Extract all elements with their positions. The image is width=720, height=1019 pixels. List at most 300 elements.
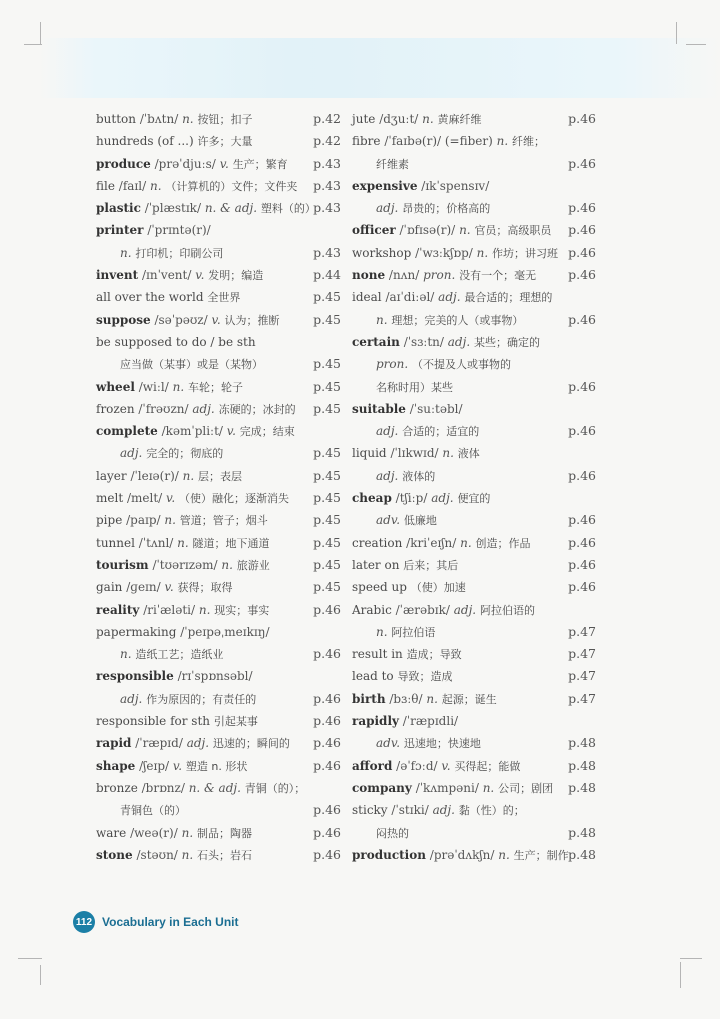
vocab-pos: n. bbox=[496, 134, 509, 149]
vocab-pos: adj. bbox=[447, 334, 471, 349]
vocab-entry-text bbox=[96, 309, 280, 332]
vocab-entry-text bbox=[96, 219, 211, 241]
vocab-entry bbox=[352, 219, 596, 241]
vocab-entry bbox=[96, 777, 341, 799]
vocab-hw: rapid bbox=[96, 736, 132, 751]
vocab-entry-text bbox=[352, 599, 535, 622]
vocab-def: 完全的；彻底的 bbox=[146, 447, 224, 461]
vocab-def: 黄麻纤维 bbox=[437, 113, 482, 126]
vocab-pos: n. bbox=[177, 535, 189, 550]
vocab-entry-text bbox=[352, 710, 458, 732]
vocab-entry-text bbox=[96, 465, 242, 488]
vocab-page-ref: p.48 bbox=[568, 846, 596, 862]
vocab-entry-text bbox=[96, 197, 316, 220]
vocab-ph: /ɪnˈvent/ bbox=[142, 268, 192, 283]
vocab-ph: /ˈsuːtəbl/ bbox=[409, 401, 463, 416]
vocab-entry bbox=[96, 242, 341, 264]
vocab-entry bbox=[352, 576, 596, 598]
vocab-def: 昂贵的；价格高的 bbox=[402, 202, 491, 216]
vocab-entry bbox=[352, 532, 596, 554]
vocab-hw: plastic bbox=[96, 201, 141, 216]
vocab-ph: /riˈæləti/ bbox=[143, 602, 196, 617]
vocab-hw: complete bbox=[96, 424, 158, 439]
vocab-def: 旅游业 bbox=[236, 558, 270, 572]
vocab-ph: /ˈtʌnl/ bbox=[138, 535, 174, 550]
crop-mark bbox=[676, 22, 677, 44]
vocab-def: 闷热的 bbox=[376, 826, 409, 840]
vocab-entry bbox=[96, 153, 341, 175]
vocab-hw: Arabic bbox=[352, 602, 392, 617]
vocab-def: 理想；完美的人（或事物） bbox=[391, 313, 524, 327]
vocab-entry bbox=[96, 554, 341, 576]
vocab-page-ref: p.46 bbox=[313, 601, 341, 617]
vocab-pos: adj. bbox=[376, 424, 399, 439]
vocab-entry-text bbox=[96, 755, 247, 778]
vocab-pos: n. bbox=[221, 557, 233, 572]
vocab-page-ref: p.46 bbox=[568, 311, 596, 327]
vocab-entry bbox=[96, 755, 341, 777]
vocab-page-ref: p.46 bbox=[568, 155, 596, 171]
vocab-def: 完成；结束 bbox=[239, 425, 295, 439]
vocab-hw: speed up bbox=[352, 580, 407, 595]
vocab-entry-text bbox=[96, 108, 252, 131]
vocab-entry bbox=[96, 532, 341, 554]
vocab-entry bbox=[96, 197, 341, 219]
vocab-def: 便宜的 bbox=[457, 492, 491, 506]
vocab-page-ref: p.45 bbox=[313, 289, 341, 305]
vocab-entry bbox=[352, 108, 596, 130]
vocab-entry-text bbox=[96, 398, 296, 421]
vocab-ph: /prəˈdjuːs/ bbox=[154, 156, 216, 171]
vocab-hw: creation bbox=[352, 535, 403, 550]
crop-mark bbox=[24, 44, 42, 45]
vocab-entry bbox=[352, 197, 596, 219]
vocab-entry-text bbox=[352, 844, 569, 867]
vocab-pos: adj. bbox=[192, 401, 215, 416]
vocab-ph: /stəʊn/ bbox=[136, 847, 178, 862]
vocab-entry bbox=[352, 844, 596, 866]
vocab-entry bbox=[96, 643, 341, 665]
vocab-def: 石头；岩石 bbox=[197, 848, 253, 862]
vocab-page-ref: p.43 bbox=[313, 200, 341, 216]
vocab-page-ref: p.45 bbox=[313, 356, 341, 372]
vocab-pos: n. bbox=[460, 535, 472, 550]
vocab-pos: n. bbox=[442, 446, 454, 461]
vocab-hw: melt bbox=[96, 491, 124, 506]
vocab-entry bbox=[352, 242, 596, 264]
vocab-entry bbox=[96, 309, 341, 331]
vocab-ph: /ˈpeɪpəˌmeɪkɪŋ/ bbox=[180, 624, 270, 639]
vocab-hw: jute bbox=[352, 112, 376, 126]
vocab-page-ref: p.47 bbox=[568, 690, 596, 706]
vocab-hw: result in bbox=[352, 647, 403, 662]
vocab-entry bbox=[352, 398, 596, 420]
vocab-entry bbox=[352, 353, 596, 375]
vocab-page-ref: p.48 bbox=[568, 735, 596, 751]
vocab-entry-text bbox=[376, 621, 435, 644]
vocab-pos: v. bbox=[172, 758, 183, 773]
vocab-entry-text bbox=[120, 799, 186, 822]
vocab-def: 公司；剧团 bbox=[498, 781, 554, 795]
vocab-def: 液体 bbox=[457, 447, 480, 461]
vocab-pos: n. bbox=[149, 178, 162, 193]
vocab-page-ref: p.43 bbox=[313, 155, 341, 171]
vocab-page-ref: p.42 bbox=[313, 111, 341, 126]
vocab-hw: stone bbox=[96, 847, 133, 862]
vocab-page-ref: p.45 bbox=[313, 579, 341, 595]
vocab-entry bbox=[352, 309, 596, 331]
vocab-entry bbox=[96, 710, 341, 732]
vocab-ph: /ˈlɪkwɪd/ bbox=[390, 446, 439, 461]
vocab-ph: /paɪp/ bbox=[126, 513, 161, 528]
vocab-entry-text bbox=[352, 799, 525, 822]
vocab-def: 作为原因的；有责任的 bbox=[146, 692, 257, 706]
vocab-def: 车轮；轮子 bbox=[188, 380, 243, 394]
vocab-entry bbox=[352, 777, 596, 799]
vocab-ph: /ʃeɪp/ bbox=[139, 758, 170, 773]
vocab-hw: responsible for sth bbox=[96, 714, 210, 729]
vocab-entry-text bbox=[96, 532, 270, 555]
vocab-pos: adj. bbox=[186, 736, 210, 751]
vocab-page-ref: p.46 bbox=[313, 846, 341, 862]
vocab-def: 创造；作品 bbox=[475, 536, 531, 550]
vocab-entry-text bbox=[96, 621, 270, 643]
vocab-def: 制品；陶器 bbox=[196, 826, 252, 840]
vocab-ph: /dʒuːt/ bbox=[379, 112, 419, 126]
vocab-entry bbox=[96, 487, 341, 509]
vocab-entry-text bbox=[352, 398, 463, 420]
vocab-def: 获得；取得 bbox=[177, 581, 233, 595]
vocab-def: 应当做（某事）或是（某物） bbox=[120, 358, 263, 372]
vocab-pos: n. bbox=[476, 245, 489, 260]
page-number-badge: 112 bbox=[73, 911, 95, 933]
vocab-entry bbox=[352, 599, 596, 621]
vocab-def: 青铜（的）； bbox=[244, 781, 306, 795]
vocab-ph: /bɜːθ/ bbox=[389, 691, 423, 706]
vocab-ph: /ˈleɪə(r)/ bbox=[130, 468, 179, 483]
vocab-entry-text bbox=[96, 264, 263, 287]
vocab-pos: pron. bbox=[423, 268, 456, 283]
vocab-entry-text bbox=[96, 331, 256, 353]
vocab-entry bbox=[352, 688, 596, 710]
vocab-hw: hundreds (of ...) bbox=[96, 134, 194, 149]
crop-mark bbox=[686, 44, 706, 45]
vocab-entry bbox=[352, 153, 596, 175]
vocab-pos: v. bbox=[441, 758, 451, 773]
vocab-hw: ware bbox=[96, 825, 127, 840]
vocab-entry bbox=[352, 732, 596, 754]
vocab-ph: /əˈfɔːd/ bbox=[396, 758, 438, 773]
vocab-page-ref: p.45 bbox=[313, 556, 341, 572]
vocab-entry-text bbox=[376, 197, 490, 220]
vocab-def: 买得起；能做 bbox=[454, 759, 521, 773]
vocab-entry-text bbox=[96, 732, 290, 755]
vocab-entry-text bbox=[352, 487, 490, 510]
vocab-entry-text bbox=[96, 576, 233, 599]
vocab-ph: /weə(r)/ bbox=[130, 825, 178, 840]
vocab-hw: suppose bbox=[96, 312, 151, 327]
vocab-page-ref: p.45 bbox=[313, 512, 341, 528]
vocab-def: 黏（性）的； bbox=[458, 804, 525, 818]
vocab-page-ref: p.46 bbox=[568, 579, 596, 595]
vocab-page-ref: p.46 bbox=[568, 512, 596, 528]
crop-mark bbox=[40, 22, 41, 44]
vocab-page-ref: p.46 bbox=[568, 244, 596, 260]
vocab-entry-text bbox=[120, 242, 223, 265]
vocab-page-ref: p.45 bbox=[313, 311, 341, 327]
vocab-entry-text bbox=[376, 376, 453, 399]
vocab-entry bbox=[96, 420, 341, 442]
vocab-ph: /nʌn/ bbox=[388, 268, 420, 283]
vocab-pos: v. bbox=[195, 268, 205, 283]
vocab-def: 没有一个；毫无 bbox=[459, 269, 537, 283]
vocab-pos: n. bbox=[164, 513, 176, 528]
vocab-entry bbox=[352, 442, 596, 464]
vocab-def: 冻硬的；冰封的 bbox=[218, 402, 296, 416]
vocab-ph: /brɒnz/ bbox=[141, 780, 185, 795]
vocab-entry-text bbox=[352, 130, 545, 153]
vocab-entry bbox=[352, 376, 596, 398]
vocab-def: 起源；诞生 bbox=[441, 692, 497, 706]
vocab-entry-text bbox=[96, 286, 240, 309]
vocab-page-ref: p.46 bbox=[568, 534, 596, 550]
vocab-ph: /ˈtʊərɪzəm/ bbox=[152, 557, 218, 572]
vocab-entry-text bbox=[96, 175, 297, 198]
vocab-entry-text bbox=[96, 710, 258, 733]
vocab-entry bbox=[96, 108, 341, 130]
vocab-entry bbox=[352, 264, 596, 286]
vocab-hw: all over the world bbox=[96, 290, 204, 305]
vocab-entry bbox=[96, 732, 341, 754]
vocab-page-ref: p.43 bbox=[313, 244, 341, 260]
vocab-entry bbox=[96, 665, 341, 687]
vocab-entry bbox=[352, 130, 596, 152]
vocab-entry bbox=[352, 799, 596, 821]
vocab-entry-text bbox=[96, 777, 305, 800]
vocab-page-ref: p.48 bbox=[568, 757, 596, 773]
vocab-pos: n. & adj. bbox=[188, 780, 241, 795]
crop-mark bbox=[680, 962, 681, 988]
vocab-entry bbox=[96, 331, 341, 353]
vocab-hw: tunnel bbox=[96, 535, 135, 550]
vocab-entry bbox=[96, 376, 341, 398]
vocab-def: 液体的 bbox=[402, 469, 436, 483]
vocab-hw: gain bbox=[96, 580, 123, 595]
vocab-pos: n. bbox=[120, 647, 132, 662]
vocab-hw: rapidly bbox=[352, 714, 399, 729]
vocab-hw: produce bbox=[96, 156, 151, 171]
vocab-entry-text bbox=[96, 844, 252, 867]
vocab-ph: /ˈstɪki/ bbox=[391, 803, 429, 818]
vocab-ph: /ˈbʌtn/ bbox=[139, 112, 179, 126]
crop-mark bbox=[18, 958, 42, 959]
vocab-pos: n. bbox=[120, 245, 132, 260]
vocab-def: 合适的；适宜的 bbox=[402, 425, 480, 439]
vocab-pos: v. bbox=[166, 491, 176, 506]
vocab-def: 塑料（的） bbox=[260, 202, 316, 216]
vocab-ph: /ˈræpɪdli/ bbox=[402, 714, 459, 729]
vocab-def: 打印机；印刷公司 bbox=[135, 246, 224, 260]
vocab-pos: adj. bbox=[438, 290, 461, 305]
vocab-def: 造纸工艺；造纸业 bbox=[135, 648, 224, 662]
vocab-entry-text bbox=[352, 643, 462, 666]
vocab-entry bbox=[352, 175, 596, 197]
vocab-pos: n. bbox=[376, 624, 388, 639]
vocab-entry-text bbox=[352, 532, 531, 555]
vocab-pos: v. bbox=[219, 156, 229, 171]
vocab-pos: adj. bbox=[120, 446, 143, 461]
vocab-page-ref: p.42 bbox=[313, 133, 341, 149]
vocab-entry bbox=[352, 286, 596, 308]
vocab-hw: reality bbox=[96, 602, 140, 617]
vocab-entry bbox=[96, 799, 341, 821]
vocab-entry-text bbox=[352, 219, 551, 242]
vocab-entry-text bbox=[376, 353, 511, 376]
vocab-entry-text bbox=[352, 777, 553, 800]
vocab-def: 现实；事实 bbox=[214, 603, 270, 617]
vocab-page-ref: p.46 bbox=[568, 111, 596, 126]
vocab-entry-text bbox=[96, 487, 289, 510]
vocab-def: 官员；高级职员 bbox=[474, 224, 552, 238]
vocab-entry-text bbox=[376, 153, 409, 176]
vocab-entry bbox=[352, 755, 596, 777]
vocab-pos: adj. bbox=[431, 491, 454, 506]
page-footer bbox=[73, 911, 238, 933]
vocab-pos: n. bbox=[376, 312, 388, 327]
vocab-pos: n. bbox=[182, 112, 194, 126]
vocab-entry bbox=[352, 331, 596, 353]
vocab-entry bbox=[96, 576, 341, 598]
vocab-pos: adj. bbox=[376, 201, 399, 216]
vocab-hw: button bbox=[96, 112, 137, 126]
vocab-page-ref: p.46 bbox=[313, 824, 341, 840]
vocab-hw: lead to bbox=[352, 669, 394, 684]
vocab-entry bbox=[96, 688, 341, 710]
vocab-hw: shape bbox=[96, 758, 136, 773]
vocab-hw: sticky bbox=[352, 803, 388, 818]
vocab-hw: birth bbox=[352, 691, 386, 706]
vocab-pos: n. bbox=[181, 847, 194, 862]
vocab-page-ref: p.46 bbox=[568, 423, 596, 439]
vocab-def: 认为；推断 bbox=[224, 313, 280, 327]
header-banner bbox=[40, 38, 720, 98]
vocab-entry-text bbox=[120, 442, 223, 465]
vocab-hw: liquid bbox=[352, 446, 387, 461]
vocab-entry bbox=[96, 219, 341, 241]
vocab-hw: tourism bbox=[96, 557, 149, 572]
vocab-def: 某些；确定的 bbox=[473, 335, 540, 349]
vocab-entry-text bbox=[376, 732, 481, 755]
vocab-entry bbox=[96, 599, 341, 621]
vocab-entry-text bbox=[352, 242, 558, 265]
vocab-def: 引起某事 bbox=[213, 715, 258, 729]
vocab-hw: officer bbox=[352, 223, 396, 238]
vocab-entry bbox=[96, 398, 341, 420]
vocab-def: 层；表层 bbox=[198, 469, 243, 483]
vocab-pos: n. bbox=[198, 602, 211, 617]
vocab-pos: adj. bbox=[432, 803, 455, 818]
footer-title: Vocabulary in Each Unit bbox=[102, 915, 239, 929]
vocab-entry bbox=[96, 465, 341, 487]
vocab-page-ref: p.47 bbox=[568, 668, 596, 684]
vocab-def: 阿拉伯语的 bbox=[479, 603, 535, 617]
vocab-def: 低廉地 bbox=[403, 514, 437, 528]
vocab-pos: n. bbox=[426, 691, 438, 706]
vocab-entry bbox=[96, 621, 341, 643]
vocab-page-ref: p.46 bbox=[313, 690, 341, 706]
vocab-hw: suitable bbox=[352, 401, 406, 416]
vocab-hw: printer bbox=[96, 223, 144, 238]
vocab-page-ref: p.46 bbox=[568, 467, 596, 483]
vocab-page-ref: p.48 bbox=[568, 779, 596, 795]
vocab-entry bbox=[96, 442, 341, 464]
vocab-page-ref: p.47 bbox=[568, 623, 596, 639]
vocab-def: 造成；导致 bbox=[406, 648, 462, 662]
vocab-entry bbox=[96, 286, 341, 308]
vocab-ph: /ˈærəbɪk/ bbox=[395, 602, 450, 617]
vocab-pos: adj. bbox=[120, 691, 143, 706]
vocab-pos: n. bbox=[181, 825, 194, 840]
vocab-pos: adj. bbox=[453, 602, 477, 617]
vocab-ph: /rɪˈspɒnsəbl/ bbox=[177, 669, 253, 684]
vocab-def: 导致；造成 bbox=[397, 670, 453, 684]
vocab-entry bbox=[96, 175, 341, 197]
vocab-entry-text bbox=[96, 509, 268, 532]
vocab-entry-text bbox=[376, 465, 435, 488]
vocab-entry bbox=[352, 710, 596, 732]
vocab-def: 纤维； bbox=[512, 135, 546, 149]
vocab-entry bbox=[352, 509, 596, 531]
vocab-ph: /tʃiːp/ bbox=[395, 491, 428, 506]
vocab-hw: none bbox=[352, 268, 386, 283]
vocab-pos: adj. bbox=[376, 468, 399, 483]
vocab-page-ref: p.46 bbox=[568, 200, 596, 216]
vocab-ph: /ˈɒfɪsə(r)/ bbox=[399, 223, 456, 238]
vocab-pos: n. bbox=[422, 112, 434, 126]
vocab-page-ref: p.46 bbox=[568, 378, 596, 394]
vocab-pos: n. bbox=[182, 468, 195, 483]
vocab-entry-text bbox=[96, 822, 252, 845]
vocab-ph: /faɪl/ bbox=[118, 178, 147, 193]
vocab-entry-text bbox=[352, 755, 520, 778]
vocab-def: 阿拉伯语 bbox=[391, 625, 436, 639]
vocab-hw: file bbox=[96, 178, 115, 193]
vocab-ph: /ˈræpɪd/ bbox=[135, 736, 183, 751]
vocab-def: （不提及人或事物的 bbox=[412, 358, 512, 372]
vocab-entry bbox=[352, 420, 596, 442]
vocab-entry-text bbox=[352, 688, 497, 711]
vocab-hw: later on bbox=[352, 557, 400, 572]
vocab-hw: expensive bbox=[352, 178, 418, 193]
vocab-entry bbox=[96, 844, 341, 866]
vocab-ph: /wiːl/ bbox=[138, 379, 169, 394]
vocab-entry bbox=[352, 822, 596, 844]
vocab-def: 迅速的；瞬间的 bbox=[212, 737, 290, 751]
vocab-entry-text bbox=[96, 665, 253, 687]
vocab-entry bbox=[352, 643, 596, 665]
vocab-entry bbox=[352, 465, 596, 487]
vocab-entry-text bbox=[120, 353, 263, 376]
vocab-page-ref: p.46 bbox=[568, 556, 596, 572]
vocab-page-ref: p.48 bbox=[568, 824, 596, 840]
vocab-pos: pron. bbox=[376, 357, 409, 372]
vocab-pos: v. bbox=[164, 580, 174, 595]
vocab-entry-text bbox=[120, 643, 223, 666]
vocab-def: 迅速地；快速地 bbox=[403, 737, 481, 751]
vocab-entry-text bbox=[376, 420, 479, 443]
vocab-ph: /melt/ bbox=[126, 491, 163, 506]
vocab-entry-text bbox=[96, 554, 270, 577]
